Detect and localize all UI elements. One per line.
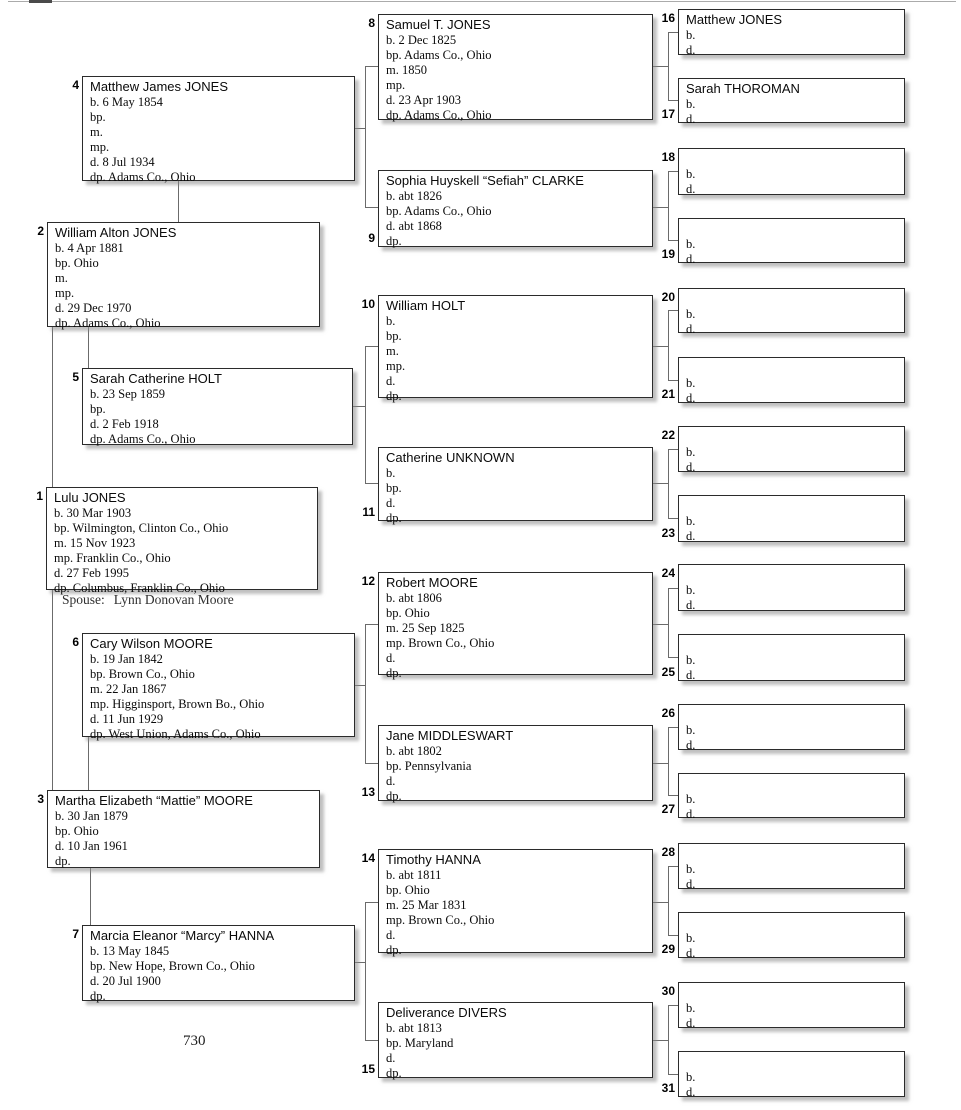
person-detail-line: bp. Pennsylvania: [386, 759, 472, 773]
person-detail-line: d.: [386, 774, 396, 788]
person-detail-line: d. abt 1868: [386, 219, 442, 233]
connector-line: [668, 171, 669, 240]
connector-line: [668, 866, 678, 867]
person-name: Jane MIDDLESWART: [386, 728, 514, 743]
person-details: [90, 387, 346, 447]
connector-line: [88, 327, 89, 368]
person-detail-line: m. 1850: [386, 63, 427, 77]
person-box-9: [368, 170, 653, 248]
person-details: [386, 466, 646, 526]
person-detail-line: bp.: [90, 402, 106, 416]
person-box-28: [661, 843, 905, 891]
person-details: [386, 744, 646, 804]
person-number: 13: [361, 785, 375, 799]
person-name: Martha Elizabeth “Mattie” MOORE: [55, 793, 253, 808]
connector-line: [653, 763, 668, 764]
person-box-5: [72, 368, 353, 446]
person-name: [686, 707, 898, 723]
person-details: [686, 237, 898, 267]
person-details: [686, 445, 898, 475]
person-details: [686, 376, 898, 406]
person-detail-line: b. abt 1811: [386, 868, 442, 882]
person-number: 30: [661, 984, 675, 998]
person-detail-line: bp.: [90, 110, 106, 124]
person-details: [686, 1001, 898, 1031]
person-number: 12: [361, 574, 375, 588]
person-box-7: [72, 925, 355, 1003]
person-box-10: [361, 295, 653, 403]
connector-line: [668, 449, 669, 518]
person-name: [686, 221, 898, 237]
person-details: [90, 944, 348, 1004]
person-number: 2: [37, 224, 44, 238]
person-box-14: [361, 849, 653, 957]
connector-line: [52, 327, 53, 487]
connector-line: [365, 624, 378, 625]
person-number: 11: [362, 505, 375, 519]
person-detail-line: d.: [386, 928, 396, 942]
person-detail-line: d.: [686, 1085, 696, 1099]
person-name: Catherine UNKNOWN: [386, 450, 515, 465]
person-box-8: [368, 14, 653, 122]
person-detail-line: b. abt 1806: [386, 591, 442, 605]
person-number: 24: [661, 566, 675, 580]
person-detail-line: d. 27 Feb 1995: [54, 566, 129, 580]
person-details: [686, 307, 898, 337]
connector-line: [668, 518, 678, 519]
person-detail-line: mp. Higginsport, Brown Bo., Ohio: [90, 697, 265, 711]
person-detail-line: d.: [386, 1051, 396, 1065]
person-number: 15: [361, 1062, 375, 1076]
person-number: 19: [661, 247, 675, 261]
person-detail-line: d.: [386, 496, 396, 510]
connector-line: [668, 171, 678, 172]
connector-line: [653, 346, 668, 347]
person-number: 4: [72, 78, 79, 92]
person-box-4: [72, 76, 355, 184]
connector-line: [668, 866, 669, 935]
person-detail-line: bp. Ohio: [55, 824, 99, 838]
person-detail-line: b. 2 Dec 1825: [386, 33, 457, 47]
person-detail-line: bp. Ohio: [386, 883, 430, 897]
connector-line: [668, 727, 678, 728]
person-details: [55, 241, 313, 331]
person-details: [386, 1021, 646, 1081]
person-detail-line: b. 13 May 1845: [90, 944, 170, 958]
person-detail-line: bp. Maryland: [386, 1036, 454, 1050]
person-detail-line: d.: [686, 112, 696, 126]
person-number: 22: [661, 428, 675, 442]
person-detail-line: d.: [686, 738, 696, 752]
person-number: 28: [661, 845, 675, 859]
person-details: [386, 868, 646, 958]
person-detail-line: b.: [686, 514, 696, 528]
person-box-19: [661, 218, 905, 266]
person-detail-line: bp.: [386, 329, 402, 343]
person-name: Marcia Eleanor “Marcy” HANNA: [90, 928, 275, 943]
person-name: [686, 915, 898, 931]
person-detail-line: d. 10 Jan 1961: [55, 839, 128, 853]
connector-line: [668, 588, 669, 657]
person-detail-line: b. 6 May 1854: [90, 95, 163, 109]
connector-line: [365, 624, 366, 763]
person-name: Cary Wilson MOORE: [90, 636, 213, 651]
person-details: [686, 931, 898, 961]
person-detail-line: dp. Adams Co., Ohio: [90, 432, 196, 446]
scan-artifact-line: [8, 1, 956, 2]
person-name: [686, 291, 898, 307]
person-name: [686, 360, 898, 376]
connector-line: [653, 207, 668, 208]
person-detail-line: bp. Wilmington, Clinton Co., Ohio: [54, 521, 229, 535]
connector-line: [52, 590, 53, 790]
connector-line: [90, 868, 91, 925]
person-number: 20: [661, 290, 675, 304]
person-name: Robert MOORE: [386, 575, 478, 590]
person-detail-line: b.: [686, 445, 696, 459]
person-detail-line: b.: [686, 723, 696, 737]
person-box-1: [36, 487, 318, 595]
person-detail-line: d.: [686, 598, 696, 612]
person-detail-line: b. 4 Apr 1881: [55, 241, 124, 255]
person-detail-line: dp.: [386, 389, 402, 403]
person-box-6: [72, 633, 355, 741]
person-name: Timothy HANNA: [386, 852, 481, 867]
person-detail-line: b.: [686, 237, 696, 251]
person-detail-line: b. abt 1813: [386, 1021, 442, 1035]
person-detail-line: d. 23 Apr 1903: [386, 93, 461, 107]
person-detail-line: b. abt 1826: [386, 189, 442, 203]
person-box-20: [661, 288, 905, 336]
person-detail-line: d.: [686, 946, 696, 960]
person-box-23: [661, 495, 905, 543]
person-number: 14: [361, 851, 375, 865]
person-detail-line: d. 11 Jun 1929: [90, 712, 164, 726]
person-detail-line: b.: [686, 653, 696, 667]
person-detail-line: b.: [686, 931, 696, 945]
person-details: [386, 189, 646, 249]
connector-line: [365, 346, 366, 483]
person-detail-line: b.: [686, 792, 696, 806]
person-details: [54, 506, 311, 596]
connector-line: [353, 406, 365, 407]
person-box-29: [661, 912, 905, 960]
person-name: [686, 429, 898, 445]
person-number: 29: [661, 942, 675, 956]
person-name: [686, 498, 898, 514]
person-detail-line: d.: [686, 1016, 696, 1030]
person-details: [686, 167, 898, 197]
person-detail-line: mp.: [55, 286, 75, 300]
person-detail-line: d.: [686, 668, 696, 682]
person-details: [686, 514, 898, 544]
connector-line: [653, 902, 668, 903]
person-name: Sarah THOROMAN: [686, 81, 800, 96]
person-detail-line: d.: [686, 529, 696, 543]
person-detail-line: bp.: [386, 481, 402, 495]
person-detail-line: b. 23 Sep 1859: [90, 387, 165, 401]
person-detail-line: dp. Adams Co., Ohio: [386, 108, 492, 122]
spouse-line: [62, 592, 234, 608]
person-number: 6: [72, 635, 79, 649]
connector-line: [88, 737, 89, 790]
person-detail-line: d.: [686, 182, 696, 196]
connector-line: [365, 902, 378, 903]
connector-line: [668, 100, 678, 101]
person-detail-line: bp. Adams Co., Ohio: [386, 204, 492, 218]
person-details: [686, 583, 898, 613]
person-detail-line: b. abt 1802: [386, 744, 442, 758]
person-name: William HOLT: [386, 298, 466, 313]
connector-line: [668, 1005, 678, 1006]
person-name: Deliverance DIVERS: [386, 1005, 507, 1020]
connector-line: [365, 902, 366, 1040]
person-detail-line: b.: [686, 167, 696, 181]
connector-line: [365, 763, 378, 764]
connector-line: [355, 685, 365, 686]
connector-line: [668, 657, 678, 658]
person-detail-line: b.: [686, 1001, 696, 1015]
connector-line: [668, 1074, 678, 1075]
person-box-17: [661, 78, 905, 126]
person-box-13: [361, 725, 653, 803]
person-detail-line: b.: [686, 28, 696, 42]
connector-line: [365, 207, 378, 208]
person-number: 7: [72, 927, 79, 941]
connector-line: [653, 483, 668, 484]
person-details: [55, 809, 313, 869]
person-detail-line: b.: [686, 862, 696, 876]
connector-line: [355, 962, 365, 963]
connector-line: [653, 66, 668, 67]
person-detail-line: m.: [55, 271, 68, 285]
page-number: 730: [183, 1033, 206, 1049]
person-detail-line: mp. Brown Co., Ohio: [386, 913, 495, 927]
person-details: [686, 723, 898, 753]
person-detail-line: dp.: [386, 666, 402, 680]
person-box-25: [661, 634, 905, 682]
person-detail-line: d. 20 Jul 1900: [90, 974, 161, 988]
person-details: [90, 95, 348, 185]
person-number: 18: [661, 150, 675, 164]
person-number: 10: [361, 297, 375, 311]
person-detail-line: dp. Columbus, Franklin Co., Ohio: [54, 581, 225, 595]
person-number: 26: [661, 706, 675, 720]
person-detail-line: bp. New Hope, Brown Co., Ohio: [90, 959, 255, 973]
person-detail-line: bp. Ohio: [55, 256, 99, 270]
person-details: [686, 97, 898, 127]
connector-line: [653, 624, 668, 625]
connector-line: [668, 240, 678, 241]
connector-line: [668, 1005, 669, 1074]
spouse-name: Lynn Donovan Moore: [113, 592, 234, 607]
person-detail-line: m.: [386, 344, 399, 358]
person-detail-line: d.: [686, 460, 696, 474]
person-name: [686, 567, 898, 583]
connector-line: [668, 727, 669, 795]
person-box-21: [661, 357, 905, 405]
connector-line: [668, 310, 669, 380]
person-number: 23: [661, 526, 675, 540]
person-box-3: [37, 790, 320, 868]
connector-line: [365, 1040, 378, 1041]
connector-line: [355, 128, 365, 129]
person-detail-line: mp.: [386, 78, 406, 92]
person-box-31: [661, 1051, 905, 1099]
person-name: [686, 846, 898, 862]
person-box-15: [361, 1002, 653, 1080]
person-detail-line: dp. Adams Co., Ohio: [90, 170, 196, 184]
person-box-12: [361, 572, 653, 680]
person-number: 16: [661, 11, 675, 25]
person-detail-line: b.: [386, 466, 396, 480]
person-number: 27: [661, 802, 675, 816]
connector-line: [668, 449, 678, 450]
person-detail-line: b.: [686, 583, 696, 597]
connector-line: [668, 32, 678, 33]
connector-line: [365, 346, 378, 347]
spouse-label: Spouse:: [62, 592, 105, 607]
connector-line: [668, 795, 678, 796]
person-box-24: [661, 564, 905, 612]
person-detail-line: dp.: [386, 789, 402, 803]
person-detail-line: b. 19 Jan 1842: [90, 652, 163, 666]
person-detail-line: dp. Adams Co., Ohio: [55, 316, 161, 330]
person-name: Lulu JONES: [54, 490, 126, 505]
person-detail-line: d.: [686, 43, 696, 57]
person-detail-line: mp. Franklin Co., Ohio: [54, 551, 171, 565]
person-box-18: [661, 148, 905, 196]
person-name: William Alton JONES: [55, 225, 177, 240]
person-detail-line: bp. Brown Co., Ohio: [90, 667, 195, 681]
scan-artifact-mark: [29, 0, 52, 3]
connector-line: [365, 66, 366, 207]
person-box-26: [661, 704, 905, 752]
person-details: [686, 792, 898, 822]
person-detail-line: mp.: [386, 359, 406, 373]
person-box-16: [661, 9, 905, 57]
person-box-11: [362, 447, 653, 525]
person-details: [386, 591, 646, 681]
person-detail-line: d. 8 Jul 1934: [90, 155, 155, 169]
person-name: Matthew James JONES: [90, 79, 228, 94]
person-details: [686, 653, 898, 683]
person-detail-line: dp.: [386, 1066, 402, 1080]
person-detail-line: bp. Ohio: [386, 606, 430, 620]
person-details: [386, 314, 646, 404]
person-detail-line: dp.: [90, 989, 106, 1003]
person-name: [686, 1054, 898, 1070]
person-number: 9: [368, 231, 375, 245]
person-detail-line: d.: [686, 807, 696, 821]
person-detail-line: d.: [386, 651, 396, 665]
person-detail-line: m. 25 Sep 1825: [386, 621, 465, 635]
connector-line: [668, 588, 678, 589]
person-detail-line: dp. West Union, Adams Co., Ohio: [90, 727, 261, 741]
person-number: 3: [37, 792, 44, 806]
person-detail-line: b. 30 Jan 1879: [55, 809, 128, 823]
person-detail-line: d. 29 Dec 1970: [55, 301, 132, 315]
connector-line: [668, 380, 678, 381]
person-name: [686, 985, 898, 1001]
person-detail-line: b.: [686, 376, 696, 390]
person-number: 17: [661, 107, 675, 121]
person-box-27: [661, 773, 905, 821]
person-name: Sarah Catherine HOLT: [90, 371, 222, 386]
person-number: 25: [661, 665, 675, 679]
person-details: [686, 1070, 898, 1100]
person-detail-line: m. 15 Nov 1923: [54, 536, 136, 550]
person-detail-line: dp.: [386, 511, 402, 525]
person-detail-line: dp.: [386, 234, 402, 248]
person-detail-line: d.: [686, 391, 696, 405]
person-detail-line: d.: [686, 252, 696, 266]
person-details: [386, 33, 646, 123]
person-detail-line: d.: [686, 877, 696, 891]
person-name: [686, 776, 898, 792]
person-details: [90, 652, 348, 742]
connector-line: [178, 181, 179, 222]
connector-line: [668, 310, 678, 311]
connector-line: [653, 1040, 668, 1041]
person-number: 8: [368, 16, 375, 30]
person-details: [686, 28, 898, 58]
person-detail-line: d.: [686, 322, 696, 336]
person-detail-line: d.: [386, 374, 396, 388]
person-number: 21: [661, 387, 675, 401]
person-name: Matthew JONES: [686, 12, 783, 27]
person-detail-line: b.: [686, 1070, 696, 1084]
person-detail-line: mp. Brown Co., Ohio: [386, 636, 495, 650]
person-detail-line: b.: [686, 307, 696, 321]
person-number: 5: [72, 370, 79, 384]
connector-line: [668, 935, 678, 936]
person-number: 31: [661, 1081, 675, 1095]
person-detail-line: b. 30 Mar 1903: [54, 506, 132, 520]
person-detail-line: m.: [90, 125, 103, 139]
person-details: [686, 862, 898, 892]
person-name: [686, 151, 898, 167]
person-name: Sophia Huyskell “Sefiah” CLARKE: [386, 173, 584, 188]
person-box-2: [37, 222, 320, 330]
person-name: [686, 637, 898, 653]
person-box-22: [661, 426, 905, 474]
person-detail-line: d. 2 Feb 1918: [90, 417, 159, 431]
person-number: 1: [36, 489, 43, 503]
person-detail-line: m. 22 Jan 1867: [90, 682, 167, 696]
person-detail-line: bp. Adams Co., Ohio: [386, 48, 492, 62]
person-box-30: [661, 982, 905, 1030]
connector-line: [668, 32, 669, 100]
connector-line: [365, 66, 378, 67]
person-detail-line: dp.: [386, 943, 402, 957]
person-detail-line: dp.: [55, 854, 71, 868]
connector-line: [365, 483, 378, 484]
person-detail-line: m. 25 Mar 1831: [386, 898, 467, 912]
person-detail-line: mp.: [90, 140, 110, 154]
person-detail-line: b.: [686, 97, 696, 111]
person-name: Samuel T. JONES: [386, 17, 491, 32]
person-detail-line: b.: [386, 314, 396, 328]
